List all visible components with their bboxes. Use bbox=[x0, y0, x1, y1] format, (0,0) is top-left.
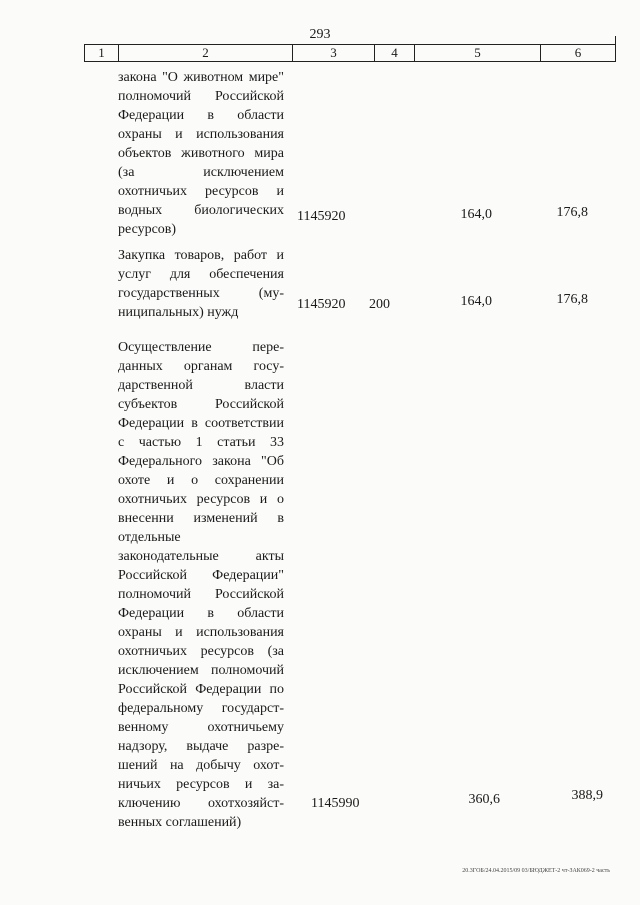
column-header-1: 1 bbox=[85, 45, 119, 61]
column-header-2: 2 bbox=[119, 45, 293, 61]
row-description: закона "О животном мире" полномочий Российской Федерации в области охраны и использования объектов животного мира (за исключением охотничьих ресурсов и водных биологических ресурсов) bbox=[118, 70, 284, 237]
row-value-5: 164,0 bbox=[460, 294, 492, 309]
row-value-6: 176,8 bbox=[556, 205, 588, 220]
row-type: 200 bbox=[369, 297, 390, 312]
row-value-5: 164,0 bbox=[460, 207, 492, 222]
page-number: 293 bbox=[309, 27, 331, 42]
column-header-5: 5 bbox=[415, 45, 541, 61]
row-description: Осуществление переданных органам государственной власти субъектов Российской Федерации в соответствии с частью 1 статьи 33 Федерального закона "Об охоте и о сохранении охотничьих ресурсов и о внесенни изменений в отдельные законодательные акты Российской Федерации" полномочий Российской Федерации в области охраны и использования охотничьих ресурсов (за исключением полномочий Российской Федерации по федеральному государственному охотничьему надзору, выдаче разрешений на добычу охотничьих ресурсов и заключению охотхозяйственных соглашений) bbox=[118, 340, 284, 830]
row-value-5: 360,6 bbox=[468, 792, 500, 807]
row-value-6: 176,8 bbox=[556, 292, 588, 307]
column-header-4: 4 bbox=[375, 45, 415, 61]
row-value-6: 388,9 bbox=[571, 788, 603, 803]
column-header-3: 3 bbox=[293, 45, 375, 61]
document-footer: 20.3ГОБ/24.04.2015/09 03/БЮДЖЕТ-2 чт-ЗАК069-2 часть bbox=[462, 868, 610, 874]
column-header-row bbox=[84, 44, 616, 62]
row-code: 1145920 bbox=[297, 297, 346, 312]
row-code: 1145920 bbox=[297, 209, 346, 224]
row-description: Закупка товаров, работ и услуг для обеспечения государственных (муниципальных) нужд bbox=[118, 248, 284, 320]
row-code: 1145990 bbox=[311, 796, 360, 811]
column-header-6: 6 bbox=[574, 45, 582, 60]
